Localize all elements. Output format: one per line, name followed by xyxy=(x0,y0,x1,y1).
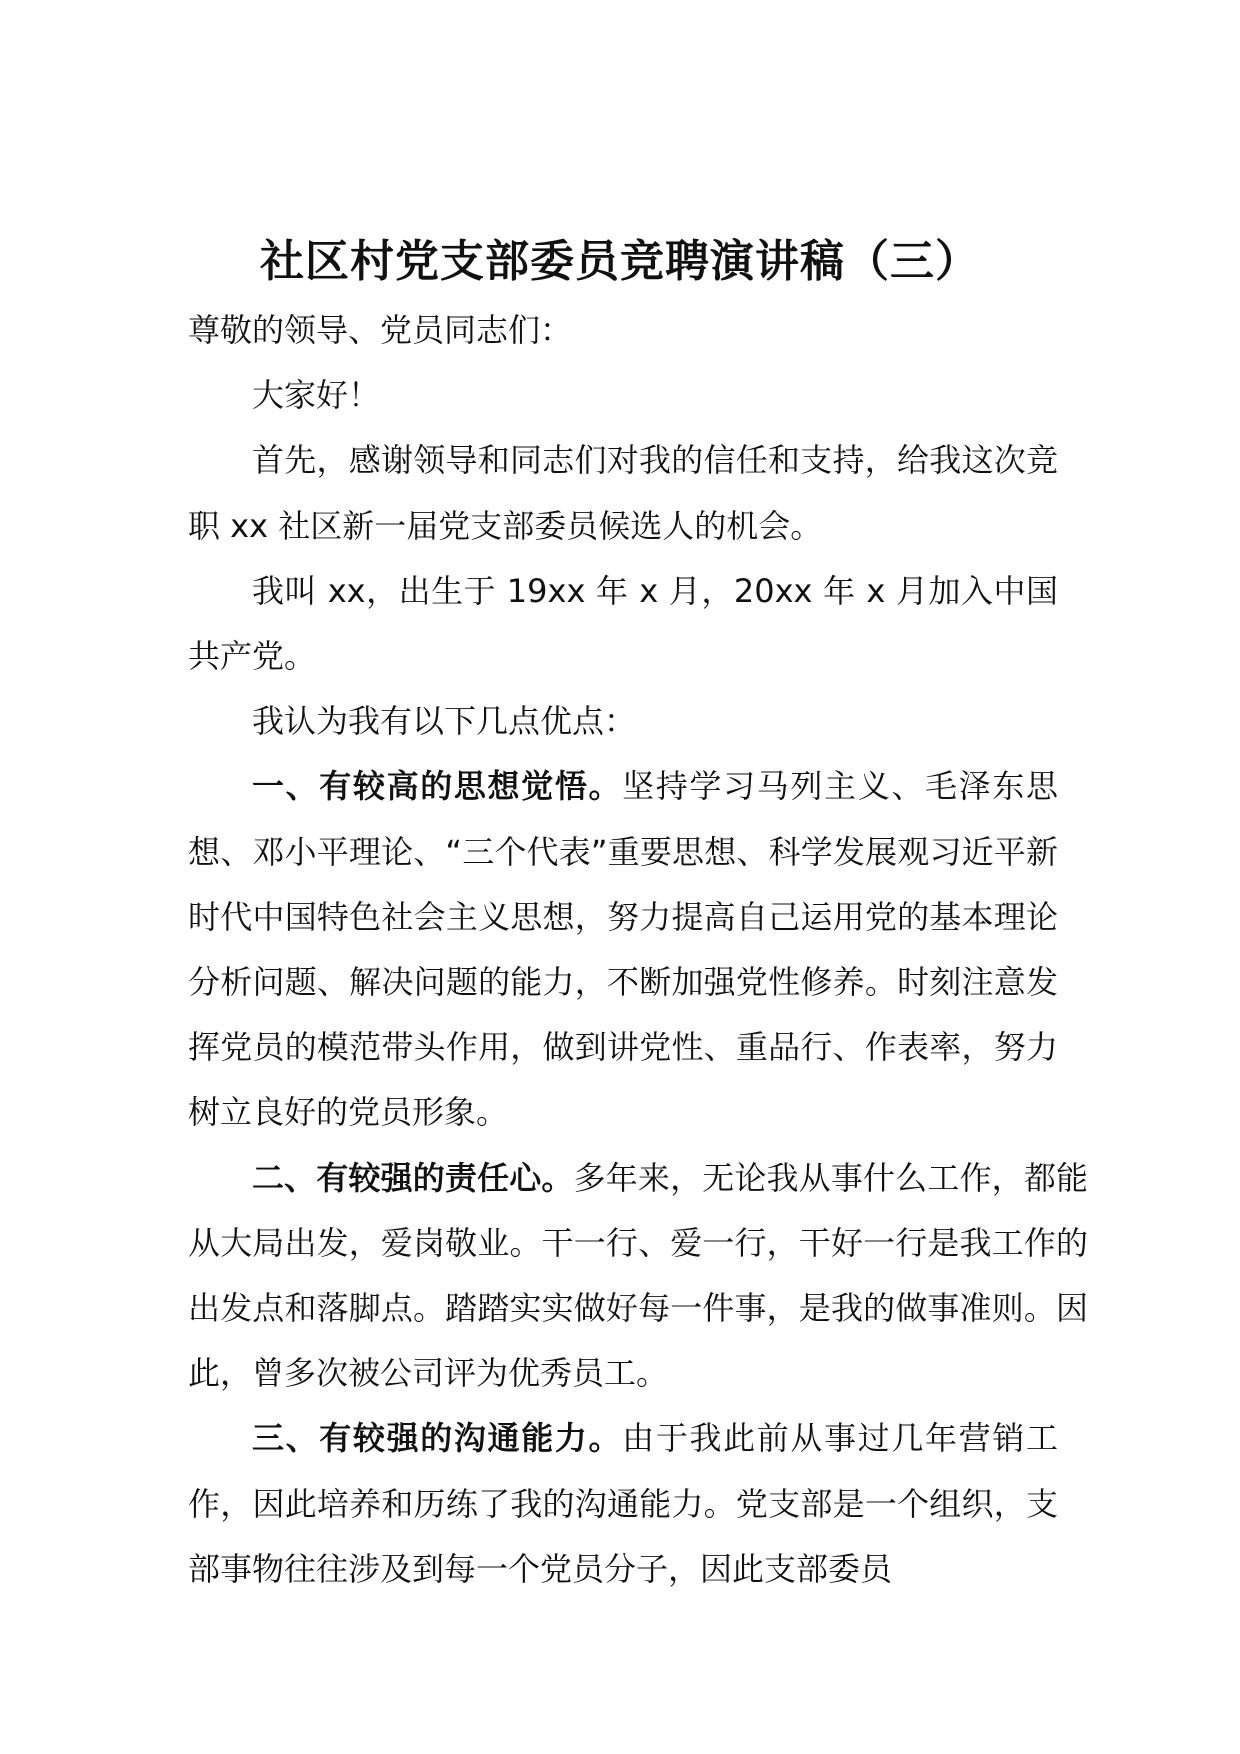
document-title: 社区村党支部委员竞聘演讲稿（三） xyxy=(260,236,980,287)
paragraph-strength-1 xyxy=(188,754,1058,1145)
paragraph-strengths-intro xyxy=(188,689,1058,754)
paragraph-greeting xyxy=(188,363,1058,428)
paragraph-text: 首先，感谢领导和同志们对我的信任和支持，给我这次竞职 xx 社区新一届党支部委员候选人的机会。 xyxy=(188,441,1058,545)
paragraph-text: 大家好！ xyxy=(252,376,381,415)
paragraph-strength-2 xyxy=(188,1146,1088,1407)
paragraph-strength-3 xyxy=(188,1406,1058,1602)
document-body xyxy=(188,298,1088,1602)
paragraph-introduction xyxy=(188,559,1058,689)
paragraph-heading: 一、有较高的思想觉悟。 xyxy=(252,767,623,806)
paragraph-text: 由于我此前从事过几年营销工作，因此培养和历练了我的沟通能力。党支部是一个组织，支部事物往往涉及到每一个党员分子，因此支部委员 xyxy=(188,1419,1058,1588)
paragraph-heading: 二、有较强的责任心。 xyxy=(252,1158,574,1197)
paragraph-text: 坚持学习马列主义、毛泽东思想、邓小平理论、“三个代表”重要思想、科学发展观习近平新时代中国特色社会主义思想，努力提高自己运用党的基本理论分析问题、解决问题的能力，不断加强党性修养。时刻注意发挥党员的模范带头作用，做到讲党性、重品行、作表率，努力树立良好的党员形象。 xyxy=(188,767,1058,1132)
paragraph-text: 我认为我有以下几点优点： xyxy=(252,702,637,741)
paragraph-text: 我叫 xx，出生于 19xx 年 x 月，20xx 年 x 月加入中国共产党。 xyxy=(188,571,1058,676)
salutation: 尊敬的领导、党员同志们： xyxy=(188,311,573,349)
paragraph-text: 多年来，无论我从事什么工作，都能从大局出发，爱岗敬业。干一行、爱一行，干好一行是我工作的出发点和落脚点。踏踏实实做好每一件事，是我的做事准则。因此，曾多次被公司评为优秀员工。 xyxy=(188,1158,1088,1393)
paragraph-thanks xyxy=(188,428,1058,558)
paragraph-heading: 三、有较强的沟通能力。 xyxy=(252,1419,623,1458)
